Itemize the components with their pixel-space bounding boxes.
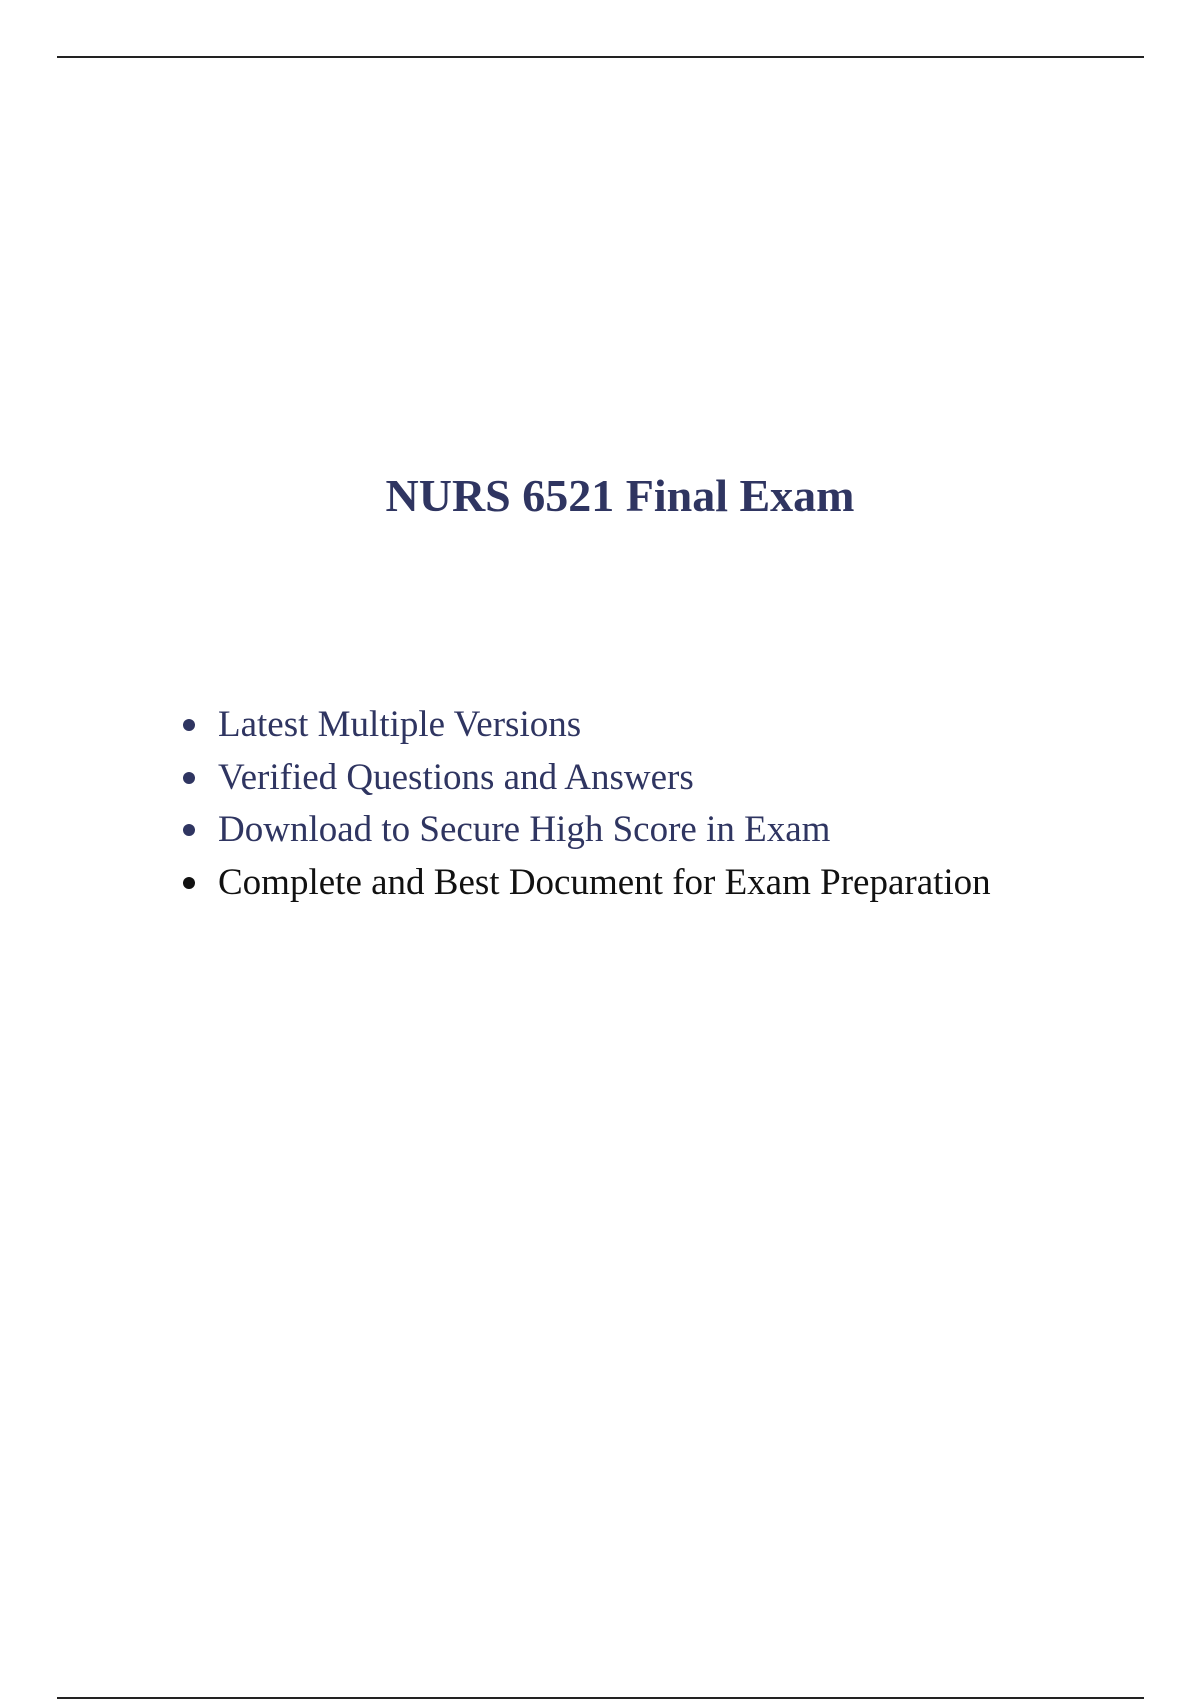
bullet-icon [183,877,195,889]
footer-rule [57,1697,1144,1699]
list-item-text: Download to Secure High Score in Exam [218,809,831,850]
header-rule [57,56,1144,58]
list-item-text: Complete and Best Document for Exam Preparation [218,861,991,903]
list-item-text: Latest Multiple Versions [218,704,582,745]
bullet-icon [183,824,195,836]
bullet-icon [183,719,195,731]
bullet-icon [183,772,195,784]
list-item-text: Verified Questions and Answers [218,756,694,798]
page-title: NURS 6521 Final Exam [385,470,855,521]
